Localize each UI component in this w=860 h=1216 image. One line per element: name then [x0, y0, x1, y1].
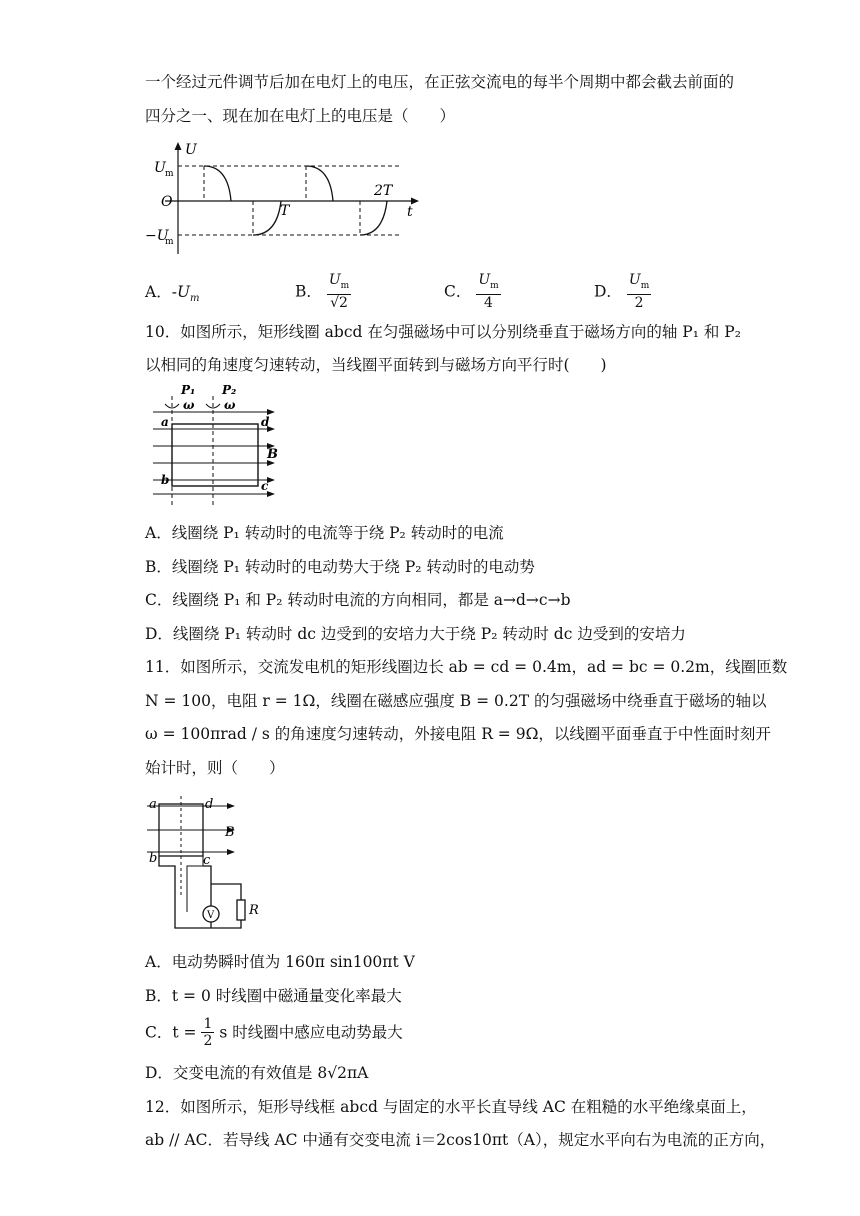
q9-origin-label: O [161, 194, 173, 210]
q11-option-b[interactable]: B．t = 0 时线圈中磁通量变化率最大 [145, 987, 402, 1005]
q9-option-d[interactable]: D． $\frac{U_m}{2}$ [594, 272, 650, 311]
q11-a-label: a [149, 797, 157, 812]
q10-omega1-label: ω [183, 398, 195, 412]
q9-voltage-waveform-figure [145, 142, 435, 262]
q11-stem-line4: 始计时，则（ ） [145, 759, 285, 777]
q10-option-a[interactable]: A．线圈绕 P₁ 转动时的电流等于绕 P₂ 转动时的电流 [145, 524, 504, 542]
q9-neg-um-sub: m [165, 237, 174, 247]
q9-axis-t-label: t [407, 204, 413, 220]
q9-stem-line2: 四分之一、现在加在电灯上的电压是（ ） [145, 107, 456, 125]
q9-um-sub: m [165, 169, 174, 179]
q10-a-label: a [161, 415, 169, 429]
q10-stem-line2: 以相同的角速度匀速转动，当线圈平面转到与磁场方向平行时( ) [145, 356, 607, 374]
q11-d-label: d [205, 797, 214, 812]
q10-d-label: d [261, 415, 270, 429]
q9-stem-line1: 一个经过元件调节后加在电灯上的电压，在正弦交流电的每半个周期中都会截去前面的 [145, 73, 735, 91]
q9-option-a[interactable]: A．$-U_m$ [145, 283, 200, 305]
q11-stem-line1: 11．如图所示，交流发电机的矩形线圈边长 ab = cd = 0.4m，ad = bc = 0.2m，线圈匝数 [145, 658, 788, 676]
q10-omega2-label: ω [224, 398, 236, 412]
q10-option-d[interactable]: D．线圈绕 P₁ 转动时 dc 边受到的安培力大于绕 P₂ 转动时 dc 边受到的安培力 [145, 625, 686, 643]
q9-option-b[interactable]: B． $\frac{U_m}{√2}$ [295, 272, 350, 311]
q10-B-label: B [267, 447, 278, 462]
q10-option-b[interactable]: B．线圈绕 P₁ 转动时的电动势大于绕 P₂ 转动时的电动势 [145, 558, 535, 576]
q11-option-c[interactable]: C．t = $\frac{1}{2}$ s 时线圈中感应电动势最大 [145, 1016, 403, 1049]
q10-b-label: b [161, 473, 170, 487]
q10-p2-label: P₂ [222, 383, 237, 397]
q11-stem-line2: N = 100，电阻 r = 1Ω，线圈在磁感应强度 B = 0.2T 的匀强磁场中绕垂直于磁场的轴以 [145, 692, 767, 710]
q11-voltmeter-label: V [207, 910, 215, 921]
q12-stem-line1: 12．如图所示，矩形导线框 abcd 与固定的水平长直导线 AC 在粗糙的水平绝缘桌面上， [145, 1098, 757, 1116]
q11-c-label: c [203, 853, 211, 868]
q10-stem-line1: 10．如图所示，矩形线圈 abcd 在匀强磁场中可以分别绕垂直于磁场方向的轴 P₁ 和 P₂ [145, 323, 741, 341]
q10-coil-figure [145, 382, 285, 512]
q11-stem-line3: ω = 100πrad / s 的角速度匀速转动，外接电阻 R = 9Ω，以线圈平面垂直于中性面时刻开 [145, 725, 771, 743]
q11-R-label: R [249, 903, 259, 918]
q12-stem-line2: ab // AC．若导线 AC 中通有交变电流 i＝2cos10πt（A），规定水平向右为电流的正方向， [145, 1131, 776, 1149]
q9-t-label: T [280, 203, 290, 219]
q9-2t-label: 2T [374, 183, 393, 199]
q9-um-label: U [154, 160, 166, 176]
q9-neg-um-label: −U [145, 228, 169, 244]
q11-generator-circuit-figure [145, 796, 285, 936]
q11-option-a[interactable]: A．电动势瞬时值为 160π sin100πt V [145, 953, 415, 971]
q11-option-d[interactable]: D．交变电流的有效值是 8√2πA [145, 1064, 369, 1082]
q10-p1-label: P₁ [181, 383, 196, 397]
q9-axis-u-label: U [185, 142, 197, 158]
q10-option-c[interactable]: C．线圈绕 P₁ 和 P₂ 转动时电流的方向相同，都是 a→d→c→b [145, 591, 571, 609]
q10-c-label: c [261, 479, 269, 493]
q9-option-c[interactable]: C． $\frac{U_m}{4}$ [444, 272, 499, 311]
q11-b-label: b [149, 851, 158, 866]
q11-B-label: B [225, 825, 235, 840]
